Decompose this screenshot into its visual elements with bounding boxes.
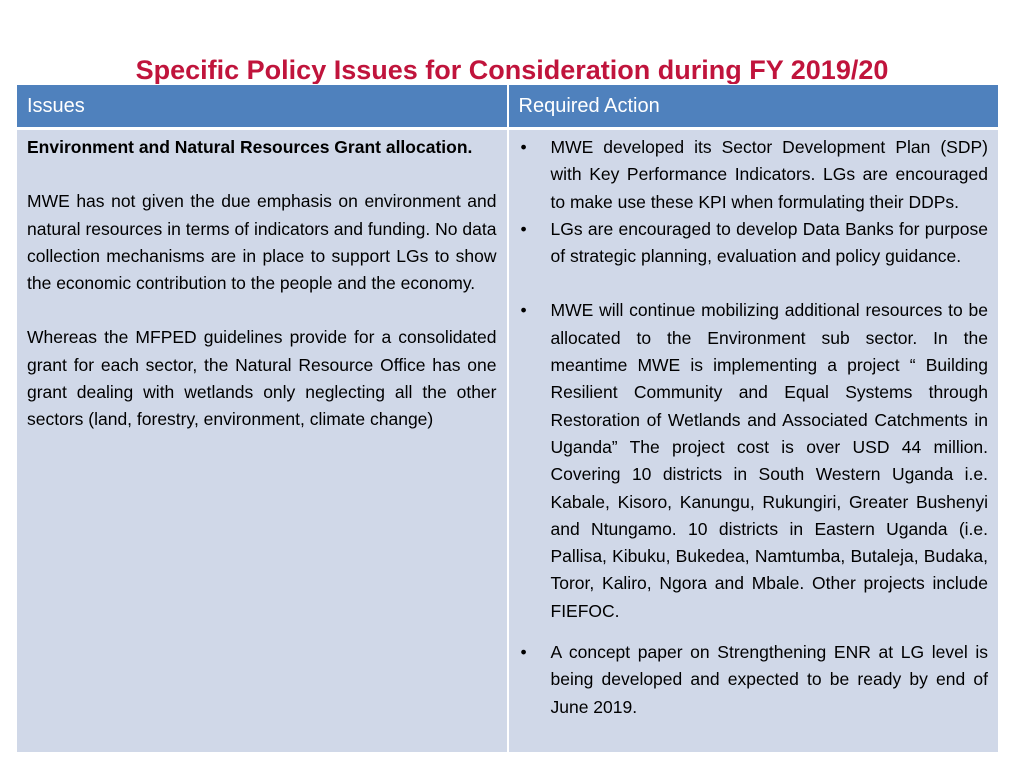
list-item xyxy=(519,639,989,721)
action-text-3: MWE will continue mobilizing additional resources to be allocated to the Environment sub sector. In the meantime MWE is implementing a project “ Building Resilient Community and Equal Systems through Restoration of Wetlands and Associated Catchments in Uganda” The project cost is over USD 44 million. Covering 10 districts in South Western Uganda i.e. Kabale, Kisoro, Kanungu, Rukungiri, Greater Bushenyi and Ntungamo. 10 districts in Eastern Uganda (i.e. Pallisa, Kibuku, Bukedea, Namtumba, Butaleja, Budaka, Toror, Kaliro, Ngora and Mbale. Other projects include FIEFOC. xyxy=(550,300,988,621)
header-issues: Issues xyxy=(17,85,508,129)
action-text-4: A concept paper on Strengthening ENR at LG level is being developed and expected to be ready by end of June 2019. xyxy=(550,642,988,717)
slide-title: Specific Policy Issues for Consideration during FY 2019/20 xyxy=(135,55,889,84)
action-cell xyxy=(508,129,999,753)
issue-paragraph-2: Whereas the MFPED guidelines provide for a consolidated grant for each sector, the Natural Resource Office has one grant dealing with wetlands only neglecting all the other sectors (land, forestry, environment, climate change) xyxy=(27,327,497,430)
bullet-icon: • xyxy=(520,300,527,321)
list-item xyxy=(519,216,989,271)
list-item xyxy=(519,134,989,216)
issue-heading: Environment and Natural Resources Grant allocation. xyxy=(27,137,473,157)
action-text-1: MWE developed its Sector Development Plan (SDP) with Key Performance Indicators. LGs are encouraged to make use these KPI when formulating their DDPs. xyxy=(550,137,988,212)
bullet-icon: • xyxy=(520,137,527,157)
table-row xyxy=(17,129,998,753)
bullet-icon: • xyxy=(520,642,527,663)
action-list xyxy=(519,134,989,721)
action-text-2: LGs are encouraged to develop Data Banks for purpose of strategic planning, evaluation and policy guidance. xyxy=(550,218,988,267)
header-required-action: Required Action xyxy=(508,85,999,129)
bullet-icon: • xyxy=(520,218,527,239)
table-header-row xyxy=(17,85,998,129)
issue-cell xyxy=(17,129,508,753)
list-item xyxy=(519,297,989,625)
policy-table xyxy=(17,85,998,752)
issue-paragraph-1: MWE has not given the due emphasis on environment and natural resources in terms of indicators and funding. No data collection mechanisms are in place to support LGs to show the economic contribution to the people and the economy. xyxy=(27,191,497,294)
